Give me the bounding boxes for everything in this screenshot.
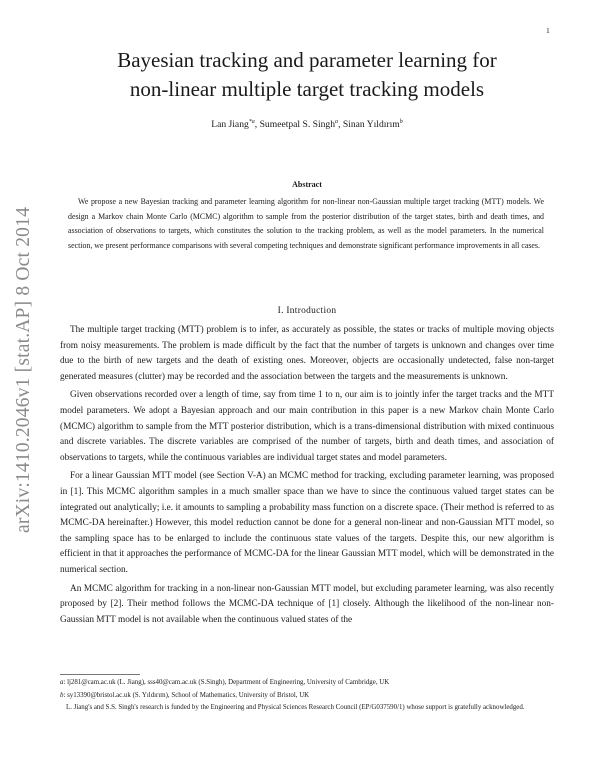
paragraph: The multiple target tracking (MTT) problem is to infer, as accurately as possible, the states or tracks of multiple moving objects from noisy measurements. The problem is made difficult by the fact that the number of targets is unknown and changes over time due to the birth of new targets and the death of existing ones. Moreover, objects are occasionally undetected, false non-target generated measures (clutter) may be recorded and the association between the targets and the measurements is unknown. <box>60 325 554 382</box>
title-line-2: non-linear multiple target tracking models <box>129 77 485 101</box>
section-heading: I. Introduction <box>277 306 337 316</box>
footnote-text-b: : sy13390@bristol.ac.uk (S. Yıldırım), School of Mathematics, University of Bristol, UK <box>63 691 310 699</box>
footnote-mark-a: a <box>60 679 64 686</box>
footnote-affiliation-b <box>60 690 554 703</box>
page-number: 1 <box>546 26 550 35</box>
author-1: Lan Jiang <box>211 119 249 131</box>
footnote-mark-b: b <box>60 691 64 699</box>
paragraph: For a linear Gaussian MTT model (see Section V-A) an MCMC method for tracking, excluding parameter learning, was proposed in [1]. This MCMC algorithm samples in a much smaller space than we have to since the continuous valued target states can be integrated out analytically; i.e. it amounts to sampling a probability mass function on a discrete space. (Their method is referred to as MCMC-DA hereinafter.) However, this model reduction cannot be done for a general non-linear and non-Gaussian MTT model, so the sampling space has to be enlarged to include the continuous state values of the targets. Despite this, our new algorithm is efficient in that it approaches the performance of MCMC-DA for the linear Gaussian MTT model, which will be demonstrated in the numerical section. <box>60 471 554 575</box>
author-3-mark: b <box>399 119 403 125</box>
author-2: Sumeetpal S. Singh <box>259 119 336 131</box>
introduction-body <box>60 323 554 631</box>
footnote-funding: L. Jiang's and S.S. Singh's research is funded by the Engineering and Physical Sciences Research Council (EP/G037590/1) whose support is gratefully acknowledged. <box>66 704 525 711</box>
arxiv-stamp <box>4 195 44 545</box>
abstract-heading: Abstract <box>292 180 322 189</box>
footnotes <box>60 674 554 715</box>
abstract-text: We propose a new Bayesian tracking and parameter learning algorithm for non-linear non-Gaussian multiple target tracking (MTT) models. We design a Markov chain Monte Carlo (MCMC) algorithm to sample from the posterior distribution of the target states, birth and death times, and association of observations to targets, which constitutes the solution to the tracking problem, as well as the model parameters. In the numerical section, we present performance comparisons with several competing techniques and demonstrate significant performance improvements in all cases. <box>68 197 544 250</box>
paragraph: An MCMC algorithm for tracking in a non-linear non-Gaussian MTT model, but excluding parameter learning, was also recently proposed by [2]. Their method follows the MCMC-DA technique of [1] closely. Although the likelihood of the non-linear non-Gaussian MTT model is not available when the continuous valued states of the <box>60 583 554 625</box>
paper-title <box>60 46 554 104</box>
footnote-text-a: : lj281@cam.ac.uk (L. Jiang), sss40@cam.ac.uk (S.Singh), Department of Engineering, University of Cambridge, UK <box>63 679 390 686</box>
paragraph: Given observations recorded over a length of time, say from time 1 to n, our aim is to jointly infer the target tracks and the MTT model parameters. We adopt a Bayesian approach and our main contribution in this paper is a new Markov chain Monte Carlo (MCMC) algorithm to sample from the MTT posterior distribution, which is a trans-dimensional distribution with mixed continuous and discrete variables. The discrete variables are comprised of the number of targets, birth and death times, and association of observations to targets, while the continuous variables are individual target states and model parameters. <box>60 390 554 463</box>
author-separator: , <box>338 119 343 131</box>
author-list <box>60 119 554 130</box>
footnote-affiliation-a <box>60 677 554 690</box>
author-1-mark: *a <box>248 119 255 125</box>
footnote-rule <box>60 674 140 675</box>
author-2-mark: a <box>335 119 339 125</box>
author-3: Sinan Yıldırım <box>342 119 400 131</box>
arxiv-stamp-text: arXiv:1410.2046v1 [stat.AP] 8 Oct 2014 <box>13 206 34 534</box>
title-line-1: Bayesian tracking and parameter learning for <box>117 48 497 72</box>
author-separator: , <box>254 119 260 131</box>
